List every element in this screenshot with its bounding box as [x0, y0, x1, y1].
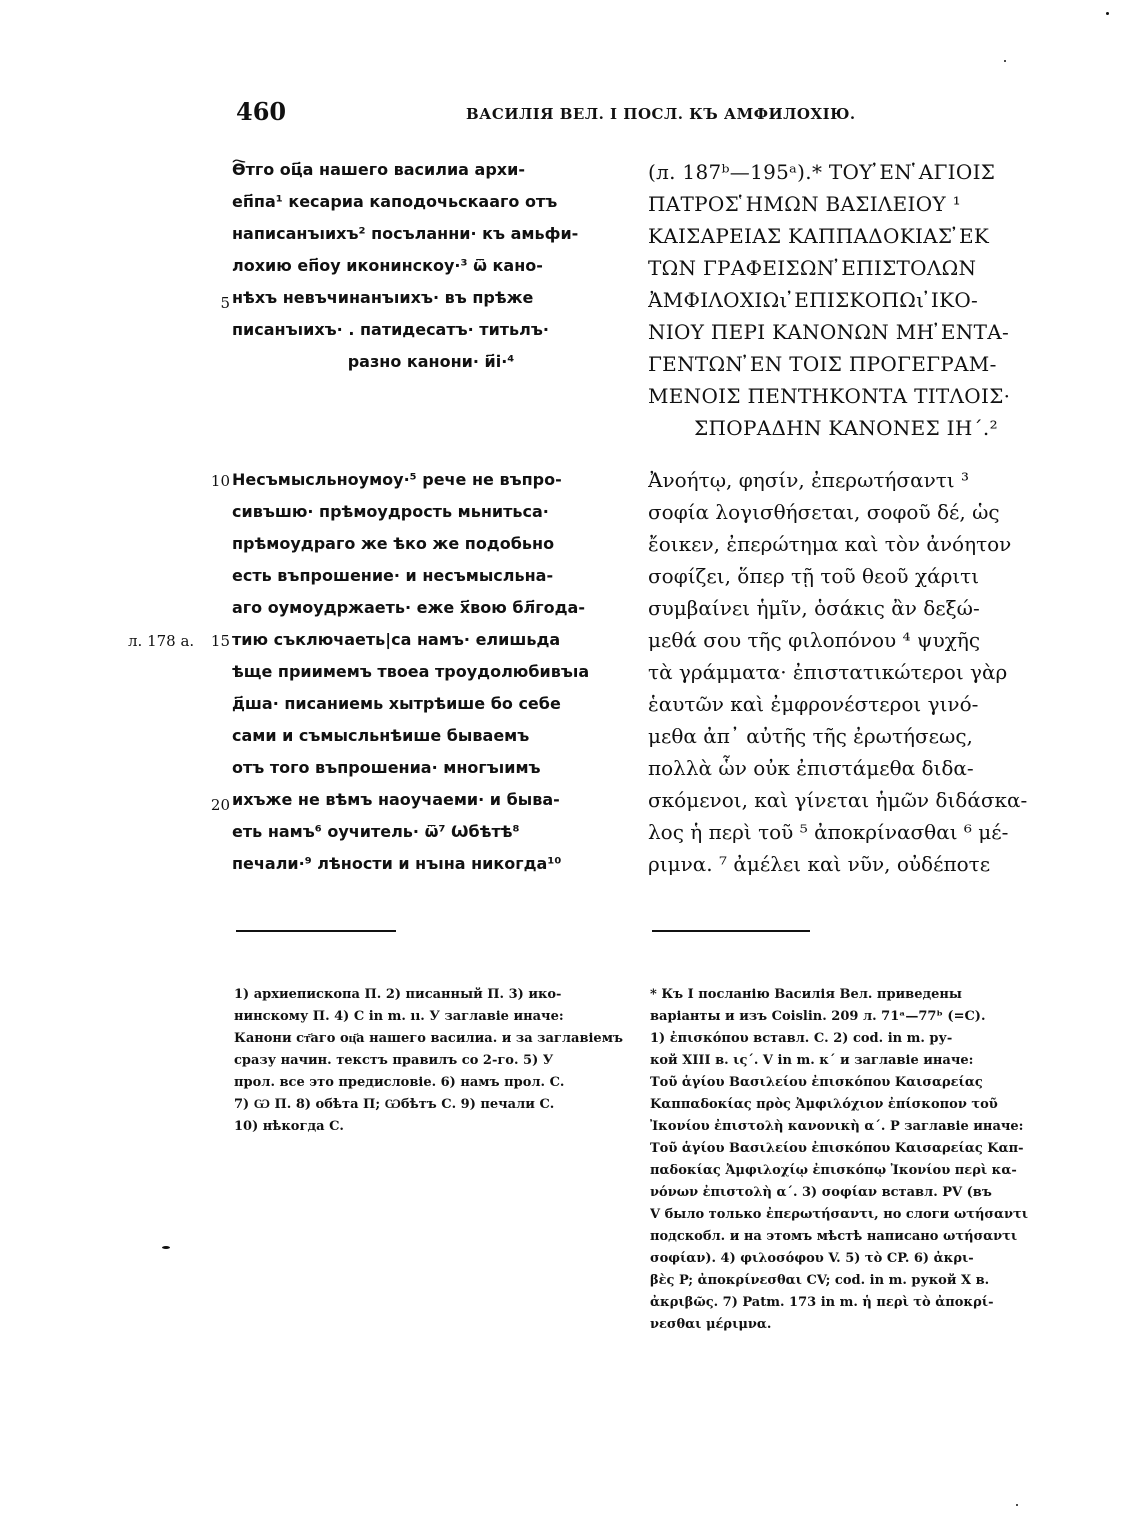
- right-text-line: Ἀνοήτῳ, φησίν, ἐπερωτήσαντι ³: [648, 468, 970, 492]
- left-text-line: ѣще приимемъ твоеа троудолюбивъıа: [232, 662, 590, 681]
- footnote-line: 10) нѣкогда С.: [234, 1119, 344, 1134]
- right-text-line: μεθα ἀπ᾽ αὐτῆς τῆς ἐρωτήσεως,: [648, 724, 973, 748]
- right-text-line: συμβαίνει ἡμῖν, ὁσάκις ἂν δεξώ-: [648, 596, 980, 620]
- footnote-line: прол. все это предисловіе. 6) намъ прол. С.: [234, 1075, 565, 1090]
- ink-speck: [1016, 1504, 1018, 1506]
- line-number: 5: [220, 294, 230, 312]
- right-footnotes: [650, 984, 1042, 1336]
- line-number: 10: [210, 472, 230, 490]
- left-text-line: лохию еп҃оу иконинскоу·³ ѿ кано-: [232, 256, 543, 275]
- margin-folio-reference: л. 178 а.: [128, 632, 195, 650]
- footnote-line: βὲς P; ἀποκρίνεσθαι CV; cod. in m. рукой X в.: [650, 1273, 990, 1288]
- footnote-line: нинскому П. 4) С in m. ıı. У заглавіе иначе:: [234, 1009, 564, 1024]
- left-text-line: печали·⁹ лѣности и нъıна никогда¹⁰: [232, 854, 562, 873]
- right-text-line: μεθά σου τῆς φιλοπόνου ⁴ ψυχῆς: [648, 628, 981, 652]
- left-text-line: Несъмысльноумоу·⁵ рече не въпро-: [232, 470, 562, 489]
- left-text-line: написанъıихъ² посъланни· къ амьфи-: [232, 224, 579, 243]
- footnote-line: ἀκριβῶς. 7) Patm. 173 in m. ἡ περὶ τὸ ἀποκρί-: [650, 1295, 994, 1310]
- footnote-line: νεσθαι μέριμνα.: [650, 1317, 772, 1332]
- left-text-line: разно канони· и҃і·⁴: [347, 352, 515, 371]
- footnote-line: 1) архиепископа П. 2) писанный П. 3) ико-: [234, 987, 562, 1002]
- footnote-line: Καππαδοκίας πρὸς Ἀμφιλόχιον ἐπίσκοπον τοῦ: [650, 1097, 998, 1112]
- footnote-line: Канони ст҃аго оц҃а нашего василиа. и за заглавіемъ: [234, 1031, 623, 1046]
- right-text-line: ριμνα. ⁷ ἀμέλει καὶ νῦν, οὐδέποτε: [648, 852, 991, 876]
- right-text-line: τὰ γράμματα· ἐπιστατικώτεροι γὰρ: [648, 660, 1008, 684]
- line-number: 15: [210, 632, 230, 650]
- left-text-line: нѣхъ невъчинанъıихъ· въ прѣже: [232, 288, 534, 307]
- footnote-line: παδοκίας Ἀμφιλοχίῳ ἐπισκόπῳ Ἰκονίου περὶ κα-: [650, 1163, 1017, 1178]
- line-number: 20: [210, 796, 230, 814]
- right-footnote-rule: [652, 930, 810, 932]
- right-text-line: λος ἡ περὶ τοῦ ⁵ ἀποκρίνασθαι ⁶ μέ-: [648, 820, 1009, 844]
- footnote-line: сразу начин. текстъ правилъ со 2-го. 5) У: [234, 1053, 554, 1068]
- left-text-line: д҃ша· писаниемь хытрѣише бо себе: [232, 694, 561, 713]
- left-text-line: еть намъ⁶ оучитель· ѿ⁷ Ѡбѣтѣ⁸: [232, 822, 520, 841]
- footnote-line: варіанты и изъ Coislin. 209 л. 71ᵃ—77ᵇ (=С).: [650, 1009, 986, 1024]
- page-number: 460: [236, 97, 287, 126]
- left-text-line: еп҃па¹ кесариа каподочьскааго отъ: [232, 192, 558, 211]
- ink-speck: [1106, 12, 1109, 15]
- footnote-line: Τοῦ ἁγίου Βασιλείου ἐπισκόπου Καισαρείας Καπ-: [650, 1141, 1024, 1156]
- footnote-line: * Къ I посланію Василія Вел. приведены: [650, 987, 962, 1002]
- left-text-line: писанъıихъ· . патидесатъ· титьлъ·: [232, 320, 549, 339]
- footnote-line: кой XIII в. ις΄. V in m. κ΄ и заглавіе иначе:: [650, 1053, 974, 1068]
- left-text-line: есть въпрошение· и несъмысльна-: [232, 566, 554, 585]
- left-text-line: тию съключаеть|са намъ· елишьда: [232, 630, 561, 649]
- right-text-line: πολλὰ ὧν οὐκ ἐπιστάμεθα διδα-: [648, 756, 974, 780]
- right-text-line: ἑαυτῶν καὶ ἐμφρονέστεροι γινό-: [648, 692, 979, 716]
- footnote-line: Τοῦ ἁγίου Βασιλείου ἐπισκόπου Καισαρείας: [650, 1075, 983, 1090]
- footnote-line: Ἰκονίου ἐπιστολὴ κανονικὴ α΄. P заглавіе иначе:: [650, 1119, 1024, 1134]
- left-text-line: ихъже не вѣмъ наоучаеми· и быва-: [232, 790, 560, 809]
- right-title-line: (л. 187ᵇ—195ᵃ).* ΤΟΥ ̓ΕΝ ̔ΑΓΙΟΙΣ: [648, 160, 996, 184]
- right-title-line: ΤΩΝ ΓΡΑΦΕΙΣΩΝ ̓ΕΠΙΣΤΟΛΩΝ: [648, 256, 977, 280]
- running-head: ВАСИЛІЯ ВЕЛ. I ПОСЛ. КЪ АМФИЛОХІЮ.: [466, 105, 856, 123]
- left-text-line: сами и съмысльнѣише бываемъ: [232, 726, 530, 745]
- footnote-line: 1) ἐπισκόπου вставл. С. 2) cod. in m. ру-: [650, 1031, 953, 1046]
- footnote-line: σοφίαν). 4) φιλοσόφου V. 5) τὸ CP. 6) ἀκρι-: [650, 1251, 974, 1266]
- left-text-line: прѣмоудраго же ѣко же подобьно: [232, 534, 555, 553]
- right-text-line: σοφία λογισθήσεται, σοφοῦ δέ, ὡς: [648, 500, 1000, 524]
- ink-speck: [1004, 60, 1006, 62]
- footnote-line: νόνων ἐπιστολὴ α΄. 3) σοφίαν вставл. PV (въ: [650, 1185, 992, 1200]
- right-title-line: ΣΠΟΡΑΔΗΝ ΚΑΝΟΝΕΣ ΙΗ΄.²: [694, 416, 998, 440]
- left-footnotes: [234, 984, 626, 1138]
- ink-speck: [162, 1246, 170, 1249]
- right-title-line: ΜΕΝΟΙΣ ΠΕΝΤΗΚΟΝΤΑ ΤΙΤΛΟΙΣ·: [648, 384, 1011, 408]
- left-text-line: аго оумоудржаеть· еже х҃вою бл҃года-: [232, 598, 585, 617]
- footnote-line: V было только ἐπερωτήσαντι, но слоги ωτήσαντι: [650, 1207, 1029, 1222]
- right-text-line: σκόμενοι, καὶ γίνεται ἡμῶν διδάσκα-: [648, 788, 1028, 812]
- right-text-line: σοφίζει, ὅπερ τῇ τοῦ θεοῦ χάριτι: [648, 564, 980, 588]
- left-footnote-rule: [236, 930, 396, 932]
- footnote-line: подскобл. и на этомъ мѣстѣ написано ωτήσαντι: [650, 1229, 1018, 1244]
- right-title-line: ἈΜΦΙΛΟΧΙΩι ̓ΕΠΙΣΚΟΠΩι ̓ΙΚΟ-: [648, 288, 979, 312]
- right-text-line: ἔοικεν, ἐπερώτημα καὶ τὸν ἀνόητον: [648, 532, 1012, 556]
- footnote-line: 7) Ѡ П. 8) обѣта П; Ѡбѣтъ С. 9) печали С.: [234, 1097, 555, 1112]
- left-text-line: Ѳ҇тго оц҃а нашего василиа архи-: [232, 160, 525, 179]
- left-text-line: отъ того въпрошениа· многъıимъ: [232, 758, 541, 777]
- left-text-line: сивъшю· прѣмоудрость мьнитьса·: [232, 502, 549, 521]
- right-title-line: ΝΙΟΥ ΠΕΡΙ ΚΑΝΟΝΩΝ ΜΗ ̓ΕΝΤΑ-: [648, 320, 1010, 344]
- right-title-line: ΚΑΙΣΑΡΕΙΑΣ ΚΑΠΠΑΔΟΚΙΑΣ ̓ΕΚ: [648, 224, 990, 248]
- right-title-line: ΠΑΤΡΟΣ ̔ΗΜΩΝ ΒΑΣΙΛΕΙΟΥ ¹: [648, 192, 961, 216]
- right-title-line: ΓΕΝΤΩΝ ̓ΕΝ ΤΟΙΣ ΠΡΟΓΕΓΡΑΜ-: [648, 352, 997, 376]
